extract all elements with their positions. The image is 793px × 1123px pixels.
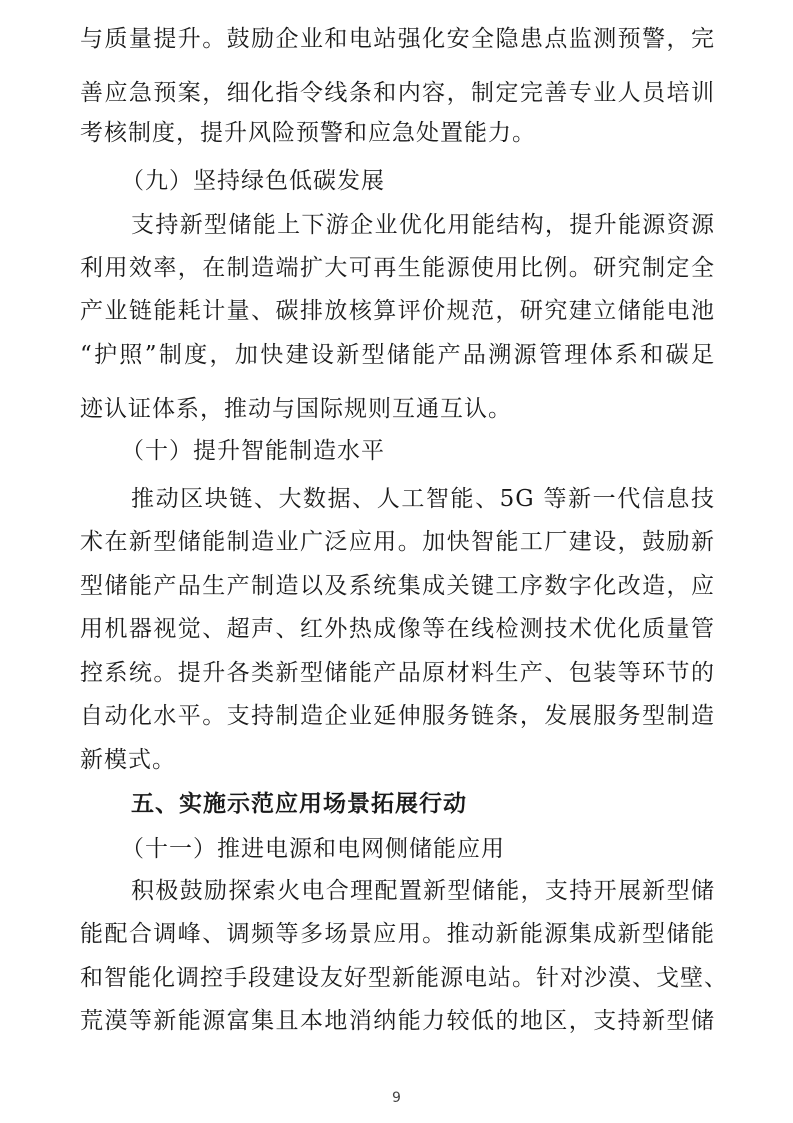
page-number: 9: [392, 1090, 401, 1106]
text-line: 推动区块链、大数据、人工智能、5G 等新一代信息技: [131, 486, 715, 512]
text-line: 荒漠等新能源富集且本地消纳能力较低的地区，支持新型储: [80, 1008, 715, 1034]
text-line: 用机器视觉、超声、红外热成像等在线检测技术优化质量管: [80, 616, 715, 642]
text-line: 能配合调峰、调频等多场景应用。推动新能源集成新型储能: [80, 921, 715, 947]
text-line: 自动化水平。支持制造企业延伸服务链条，发展服务型制造: [80, 703, 715, 729]
text-line: 产业链能耗计量、碳排放核算评价规范，研究建立储能电池: [80, 298, 715, 324]
chapter-heading: 五、实施示范应用场景拓展行动: [131, 791, 467, 817]
text-line: 控系统。提升各类新型储能产品原材料生产、包装等环节的: [80, 660, 715, 686]
text-line: 型储能产品生产制造以及系统集成关键工序数字化改造，应: [80, 573, 715, 599]
section-heading: （十一）推进电源和电网侧储能应用: [121, 836, 505, 862]
text-line: 术在新型储能制造业广泛应用。加快智能工厂建设，鼓励新: [80, 529, 715, 555]
text-line: 积极鼓励探索火电合理配置新型储能，支持开展新型储: [131, 878, 715, 904]
section-heading: （九）坚持绿色低碳发展: [121, 168, 385, 194]
text-line: “护照”制度，加快建设新型储能产品溯源管理体系和碳足: [80, 342, 715, 368]
text-line: 考核制度，提升风险预警和应急处置能力。: [80, 120, 536, 146]
text-line: 迹认证体系，推动与国际规则互通互认。: [80, 396, 512, 422]
section-heading: （十）提升智能制造水平: [121, 438, 385, 464]
text-line: 支持新型储能上下游企业优化用能结构，提升能源资源: [131, 212, 715, 238]
text-line: 和智能化调控手段建设友好型新能源电站。针对沙漠、戈壁、: [80, 965, 728, 991]
text-line: 利用效率，在制造端扩大可再生能源使用比例。研究制定全: [80, 255, 715, 281]
text-line: 与质量提升。鼓励企业和电站强化安全隐患点监测预警，完: [80, 26, 715, 52]
text-line: 善应急预案，细化指令线条和内容，制定完善专业人员培训: [80, 80, 715, 106]
text-line: 新模式。: [80, 747, 176, 773]
